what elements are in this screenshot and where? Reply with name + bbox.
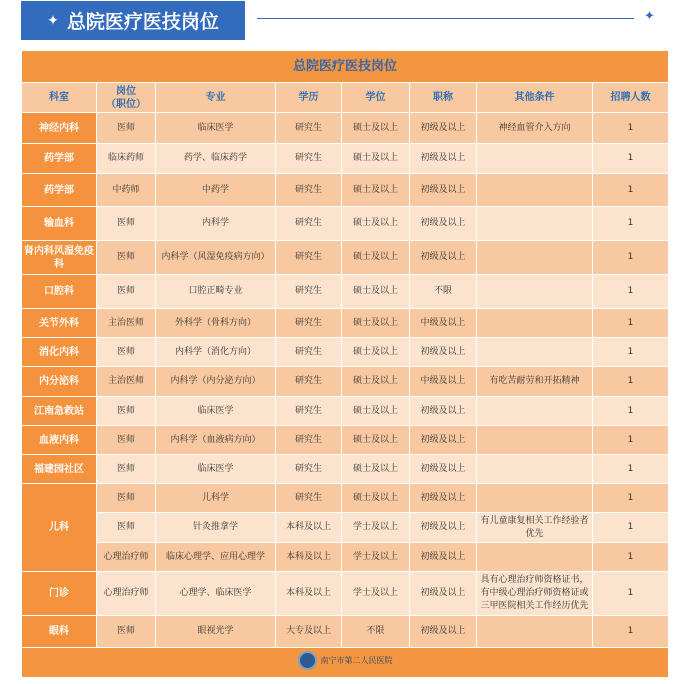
headcount-cell: 1	[593, 144, 669, 174]
table-row	[22, 309, 669, 338]
conditions-cell	[477, 144, 593, 174]
degree-cell: 硕士及以上	[342, 174, 410, 207]
table-row	[22, 543, 669, 572]
headcount-cell: 1	[593, 367, 669, 397]
conditions-cell	[477, 616, 593, 648]
major-cell: 内科学（消化方向）	[156, 338, 276, 367]
headcount-cell: 1	[593, 513, 669, 543]
conditions-cell: 有吃苦耐劳和开拓精神	[477, 367, 593, 397]
position-cell: 医师	[97, 207, 156, 241]
table-row	[22, 426, 669, 455]
position-cell: 临床药师	[97, 144, 156, 174]
major-cell: 中药学	[156, 174, 276, 207]
conditions-cell	[477, 309, 593, 338]
headcount-cell: 1	[593, 543, 669, 572]
conditions-cell	[477, 174, 593, 207]
title-cell: 初级及以上	[410, 572, 477, 616]
col-header: 专业	[156, 83, 276, 113]
education-cell: 研究生	[276, 367, 342, 397]
table-row	[22, 241, 669, 275]
degree-cell: 学士及以上	[342, 543, 410, 572]
header-divider	[257, 18, 634, 19]
dept-cell: 输血科	[22, 207, 97, 241]
col-header: 学历	[276, 83, 342, 113]
degree-cell: 硕士及以上	[342, 241, 410, 275]
title-cell: 初级及以上	[410, 338, 477, 367]
headcount-cell: 1	[593, 397, 669, 426]
position-cell: 医师	[97, 455, 156, 484]
sparkle-star-icon: ✦	[47, 12, 59, 29]
title-cell: 初级及以上	[410, 543, 477, 572]
dept-cell: 门诊	[22, 572, 97, 616]
conditions-cell	[477, 338, 593, 367]
section-header	[21, 1, 245, 40]
position-cell: 医师	[97, 513, 156, 543]
position-cell: 主治医师	[97, 367, 156, 397]
headcount-cell: 1	[593, 241, 669, 275]
position-cell: 心理治疗师	[97, 543, 156, 572]
major-cell: 心理学、临床医学	[156, 572, 276, 616]
section-title: 总院医疗医技岗位	[66, 11, 219, 33]
positions-table	[21, 50, 669, 678]
degree-cell: 硕士及以上	[342, 455, 410, 484]
major-cell: 眼视光学	[156, 616, 276, 648]
col-header: 职称	[410, 83, 477, 113]
table-title: 总院医疗医技岗位	[22, 51, 669, 83]
major-cell: 儿科学	[156, 484, 276, 513]
degree-cell: 学士及以上	[342, 513, 410, 543]
education-cell: 本科及以上	[276, 572, 342, 616]
conditions-cell	[477, 241, 593, 275]
degree-cell: 硕士及以上	[342, 309, 410, 338]
title-cell: 初级及以上	[410, 484, 477, 513]
table-row	[22, 207, 669, 241]
conditions-cell	[477, 275, 593, 309]
title-cell: 中级及以上	[410, 367, 477, 397]
table-row	[22, 174, 669, 207]
education-cell: 研究生	[276, 207, 342, 241]
position-cell: 医师	[97, 275, 156, 309]
conditions-cell	[477, 397, 593, 426]
degree-cell: 硕士及以上	[342, 144, 410, 174]
dept-cell: 口腔科	[22, 275, 97, 309]
major-cell: 口腔正畸专业	[156, 275, 276, 309]
title-cell: 初级及以上	[410, 207, 477, 241]
table-row	[22, 397, 669, 426]
dept-cell: 药学部	[22, 144, 97, 174]
education-cell: 研究生	[276, 241, 342, 275]
dept-cell: 内分泌科	[22, 367, 97, 397]
education-cell: 大专及以上	[276, 616, 342, 648]
education-cell: 研究生	[276, 426, 342, 455]
degree-cell: 硕士及以上	[342, 113, 410, 144]
major-cell: 临床医学	[156, 113, 276, 144]
title-cell: 初级及以上	[410, 241, 477, 275]
table-row	[22, 484, 669, 513]
degree-cell: 硕士及以上	[342, 207, 410, 241]
headcount-cell: 1	[593, 426, 669, 455]
dept-cell: 肾内科风湿免疫科	[22, 241, 97, 275]
education-cell: 研究生	[276, 309, 342, 338]
position-cell: 医师	[97, 241, 156, 275]
education-cell: 研究生	[276, 338, 342, 367]
title-cell: 不限	[410, 275, 477, 309]
position-cell: 医师	[97, 113, 156, 144]
dept-cell: 血液内科	[22, 426, 97, 455]
table-row	[22, 616, 669, 648]
headcount-cell: 1	[593, 572, 669, 616]
major-cell: 临床医学	[156, 455, 276, 484]
dept-cell: 江南急救站	[22, 397, 97, 426]
degree-cell: 学士及以上	[342, 572, 410, 616]
conditions-cell: 具有心理治疗师资格证书，有中级心理治疗师资格证或三甲医院相关工作经历优先	[477, 572, 593, 616]
col-header: 招聘人数	[593, 83, 669, 113]
headcount-cell: 1	[593, 616, 669, 648]
major-cell: 内科学	[156, 207, 276, 241]
major-cell: 针灸推拿学	[156, 513, 276, 543]
title-cell: 初级及以上	[410, 397, 477, 426]
degree-cell: 硕士及以上	[342, 426, 410, 455]
table-row	[22, 144, 669, 174]
table-row	[22, 455, 669, 484]
headcount-cell: 1	[593, 174, 669, 207]
col-header: 其他条件	[477, 83, 593, 113]
headcount-cell: 1	[593, 207, 669, 241]
headcount-cell: 1	[593, 484, 669, 513]
headcount-cell: 1	[593, 338, 669, 367]
hospital-logo: 南宁市第二人民医院	[298, 651, 393, 670]
table-row	[22, 113, 669, 144]
conditions-cell: 有儿童康复相关工作经验者优先	[477, 513, 593, 543]
major-cell: 内科学（内分泌方向）	[156, 367, 276, 397]
col-header: 岗位 （职位）	[97, 83, 156, 113]
dept-cell: 消化内科	[22, 338, 97, 367]
position-cell: 医师	[97, 484, 156, 513]
conditions-cell	[477, 484, 593, 513]
dept-cell: 神经内科	[22, 113, 97, 144]
title-cell: 初级及以上	[410, 113, 477, 144]
major-cell: 外科学（骨科方向）	[156, 309, 276, 338]
major-cell: 临床医学	[156, 397, 276, 426]
education-cell: 本科及以上	[276, 543, 342, 572]
title-cell: 初级及以上	[410, 616, 477, 648]
position-cell: 心理治疗师	[97, 572, 156, 616]
conditions-cell	[477, 543, 593, 572]
sparkle-star-icon: ✦	[644, 9, 655, 24]
major-cell: 内科学（血液病方向）	[156, 426, 276, 455]
table-footer	[22, 648, 669, 678]
conditions-cell	[477, 426, 593, 455]
title-cell: 初级及以上	[410, 144, 477, 174]
major-cell: 药学、临床药学	[156, 144, 276, 174]
position-cell: 医师	[97, 426, 156, 455]
position-cell: 医师	[97, 338, 156, 367]
degree-cell: 硕士及以上	[342, 338, 410, 367]
degree-cell: 硕士及以上	[342, 484, 410, 513]
col-header: 学位	[342, 83, 410, 113]
education-cell: 研究生	[276, 455, 342, 484]
position-cell: 医师	[97, 397, 156, 426]
dept-cell: 关节外科	[22, 309, 97, 338]
table-row	[22, 572, 669, 616]
degree-cell: 硕士及以上	[342, 397, 410, 426]
title-cell: 初级及以上	[410, 513, 477, 543]
position-cell: 主治医师	[97, 309, 156, 338]
position-cell: 中药师	[97, 174, 156, 207]
dept-cell: 福建园社区	[22, 455, 97, 484]
dept-cell: 儿科	[22, 484, 97, 572]
education-cell: 研究生	[276, 275, 342, 309]
major-cell: 临床心理学、应用心理学	[156, 543, 276, 572]
conditions-cell: 神经血管介入方向	[477, 113, 593, 144]
dept-cell: 眼科	[22, 616, 97, 648]
col-header: 科室	[22, 83, 97, 113]
headcount-cell: 1	[593, 455, 669, 484]
table-row	[22, 338, 669, 367]
conditions-cell	[477, 455, 593, 484]
conditions-cell	[477, 207, 593, 241]
degree-cell: 硕士及以上	[342, 275, 410, 309]
education-cell: 本科及以上	[276, 513, 342, 543]
table-row	[22, 367, 669, 397]
title-cell: 初级及以上	[410, 174, 477, 207]
headcount-cell: 1	[593, 275, 669, 309]
education-cell: 研究生	[276, 397, 342, 426]
education-cell: 研究生	[276, 174, 342, 207]
hospital-seal-icon	[298, 651, 317, 670]
education-cell: 研究生	[276, 484, 342, 513]
position-cell: 医师	[97, 616, 156, 648]
title-cell: 初级及以上	[410, 426, 477, 455]
title-cell: 中级及以上	[410, 309, 477, 338]
headcount-cell: 1	[593, 309, 669, 338]
dept-cell: 药学部	[22, 174, 97, 207]
degree-cell: 不限	[342, 616, 410, 648]
education-cell: 研究生	[276, 113, 342, 144]
table-row	[22, 275, 669, 309]
headcount-cell: 1	[593, 113, 669, 144]
education-cell: 研究生	[276, 144, 342, 174]
title-cell: 初级及以上	[410, 455, 477, 484]
degree-cell: 硕士及以上	[342, 367, 410, 397]
major-cell: 内科学（风湿免疫病方向）	[156, 241, 276, 275]
table-row	[22, 513, 669, 543]
